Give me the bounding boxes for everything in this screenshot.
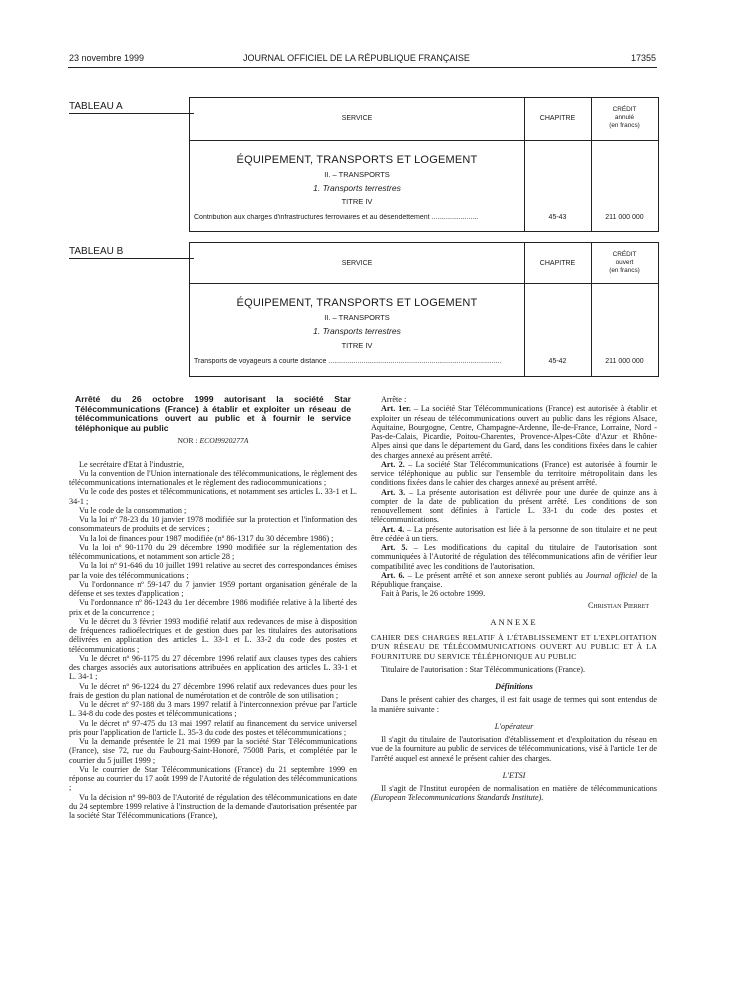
tableau-a-credit-line-2: annulé [614,114,635,121]
definitions-heading: Définitions [495,682,533,691]
tableau-a-label: TABLEAU A [69,101,123,112]
tableau-b-label: TABLEAU B [69,246,124,257]
tableau-b-subsection: 1. Transports terrestres [313,326,401,336]
visa-item: Vu la demande présentée le 21 mai 1999 par la société Star Télécommunications (France), sise 72, rue du Faubourg-Saint-Honoré, 75008 Paris, et complétée par le courrier du 5 juillet 1999 ; [69,737,357,765]
operateur-text: Il s'agit du titulaire de l'autorisation d'établissement et d'exploitation du réseau en vue de la fourniture au public de services de télécommunications, visé à l'article 1er de l'arrêté auquel est annexé le présent cahier des charges. [371,735,657,763]
tableau-a-line-label: Contribution aux charges d'infrastructures ferroviaires et au désendettement ........................ [194,214,479,221]
operateur-heading: L'opérateur [494,721,534,731]
article-2 [371,460,657,488]
tableau-a-chapitre-value: 45-43 [548,214,567,221]
tableau-a-section: II. – TRANSPORTS [324,170,390,179]
tableau-a-credit-value: 211 000 000 [605,214,644,221]
tableau-a-ministry: ÉQUIPEMENT, TRANSPORTS ET LOGEMENT [236,154,478,166]
header-page-number: 17355 [631,53,657,63]
article-label: Art. 5. [381,543,408,552]
article-6-text-b: de la République française. [371,570,657,589]
visas-list [69,469,357,821]
visa-item: Vu la loi nº 78-23 du 10 janvier 1978 modifiée sur la protection et l'information des consommateurs de produits et de services ; [69,515,357,534]
article-6-label: Art. 6. [381,570,405,580]
definitions-intro: Dans le présent cahier des charges, il est fait usage de termes qui sont entendus de la manière suivante : [371,695,657,714]
tableau-b-col-chapitre: CHAPITRE [539,260,576,267]
articles-list [371,404,657,571]
tableau-b-col-service: SERVICE [341,260,373,267]
right-column [371,395,657,803]
header-rule [68,67,657,68]
visa-item: Vu le décret nº 97-188 du 3 mars 1997 relatif à l'interconnexion prévue par l'article L. 34-8 du code des postes et télécommunications ; [69,700,357,719]
arrete-word: Arrête : [381,395,407,404]
tableau-b-ministry: ÉQUIPEMENT, TRANSPORTS ET LOGEMENT [236,297,478,309]
visa-item: Vu la loi nº 90-1170 du 29 décembre 1990 modifiée sur la réglementation des télécommunications, et notamment son article 28 ; [69,542,357,562]
arrete-title: Arrêté du 26 octobre 1999 autorisant la société Star Télécommunications (France) à établir et exploiter un réseau de télécommunications ouvert au public et à fournir le service téléphonique au public [75,394,351,433]
article-6 [371,571,657,590]
etsi-text [371,784,657,803]
visa-item: Vu l'ordonnance nº 59-147 du 7 janvier 1959 portant organisation générale de la défense et ses textes d'application ; [69,579,357,599]
tableau-a [189,97,659,232]
cahier-title: CAHIER DES CHARGES RELATIF À L'ÉTABLISSEMENT ET L'EXPLOITATION D'UN RÉSEAU DE TÉLÉCOMMUNICATIONS OUVERT AU PUBLIC ET À LA FOURNITURE DU SERVICE TÉLÉPHONIQUE AU PUBLIC [371,633,657,661]
tableau-a-credit-line-1: CRÉDIT [612,106,637,113]
tableau-a-titre: TITRE IV [341,197,373,206]
tableau-b-chapitre-value: 45-42 [548,358,567,365]
titulaire-line: Titulaire de l'autorisation : Star Télécommunications (France). [381,664,586,674]
article-label: Art. 4. [381,524,405,534]
article-text: – La présente autorisation est liée à la personne de son titulaire et ne peut être cédée à un tiers. [371,524,657,543]
article-label: Art. 1er. [381,404,411,414]
intro-line: Le secrétaire d'Etat à l'industrie, [79,459,185,469]
visa-item: Vu le décret nº 97-475 du 13 mai 1997 relatif au financement du service universel pris pour l'application de l'article L. 35-3 du code des postes et télécommunications ; [69,718,357,737]
visa-item: Vu la loi nº 91-646 du 10 juillet 1991 relative au secret des correspondances émises par la voie des télécommunications ; [69,561,357,580]
article-label: Art. 2. [381,459,405,469]
tableau-b-line-label: Transports de voyageurs à courte distance ......................................................................................... [194,358,502,365]
article-label: Art. 3. [381,487,406,497]
article-6-text-a: – Le présent arrêté et son annexe seront publiés au [404,570,586,580]
visa-item: Vu le décret du 3 février 1993 modifié relatif aux redevances de mise à disposition de fréquences radioélectriques et de gestion dues par les titulaires des autorisations délivrées en application des articles L. 33-1 et L. 33-2 du code des postes et télécommunications ; [69,616,357,654]
tableau-a-label-rule [69,113,194,114]
visa-item: Vu le code de la consommation ; [79,505,187,515]
visa-item: Vu le code des postes et télécommunications, et notamment ses articles L. 33-1 et L. 34-1 ; [69,487,357,506]
tableau-b-col-credit [591,251,658,275]
signature: Christian Pierret [587,600,649,610]
visa-item: Vu le courrier de Star Télécommunications (France) du 21 septembre 1999 en réponse au courrier du 17 août 1999 de l'Autorité de régulation des télécommunications ; [69,764,357,793]
nor-value: ECOI9920277A [199,436,249,446]
fait-line: Fait à Paris, le 26 octobre 1999. [381,589,486,599]
nor-label: NOR : [177,436,200,446]
left-column [69,395,357,820]
visa-item: Vu le décret nº 96-1175 du 27 décembre 1996 relatif aux clauses types des cahiers des charges associés aux autorisations attribuées en application des articles L. 33-1 et L. 34-1 ; [69,653,357,682]
tableau-a-subsection: 1. Transports terrestres [313,183,401,193]
article-text: – Les modifications du capital du titulaire de l'autorisation sont communiquées à l'Autorité de régulation des télécommunications afin de vérifier leur compatibilité avec les conditions de l'autorisation. [371,543,657,571]
visa-item: Vu la décision nº 99-803 de l'Autorité de régulation des télécommunications en date du 24 septembre 1999 relative à l'instruction de la demande d'autorisation présentée par la société Star Télécommunications (France), [69,792,357,821]
visa-item: Vu le décret nº 96-1224 du 27 décembre 1996 relatif aux redevances dues pour les frais de gestion du plan national de numérotation et de contrôle de son utilisation ; [69,681,357,700]
tableau-a-credit-line-3: (en francs) [609,122,640,129]
visa-item: Vu la loi de finances pour 1987 modifiée (nº 86-1317 du 30 décembre 1986) ; [79,533,334,543]
etsi-text-b: (European Telecommunications Standards Institute). [371,793,544,803]
header-journal-title: JOURNAL OFFICIEL DE LA RÉPUBLIQUE FRANÇAISE [243,53,470,63]
article-text: – La société Star Télécommunications (France) est autorisée à fournir le service téléphonique au public sur l'ensemble du territoire métropolitain dans les conditions fixées dans le cahier des charges annexé au présent arrêté. [371,459,657,488]
article-6-journal: Journal officiel [585,570,638,580]
header-date: 23 novembre 1999 [69,53,145,63]
visa-item: Vu l'ordonnance nº 86-1243 du 1er décembre 1986 modifiée relative à la liberté des prix et de la concurrence ; [69,598,357,617]
tableau-b-credit-line-3: (en francs) [609,267,640,274]
visa-item: Vu la convention de l'Union internationale des télécommunications, le règlement des télécommunications internationales et le règlement des radiocommunications ; [69,468,357,488]
tableau-b-credit-line-2: ouvert [615,259,634,266]
tableau-b-label-rule [69,258,194,259]
article-4 [371,525,657,544]
annexe-heading: ANNEXE [490,616,538,627]
tableau-b-section: II. – TRANSPORTS [324,313,390,322]
article-1 [371,404,657,460]
article-3 [371,488,657,525]
nor-line [69,436,357,445]
tableau-a-col-chapitre: CHAPITRE [539,115,576,122]
tableau-b-credit-value: 211 000 000 [605,358,644,365]
article-text: – La société Star Télécommunications (France) est autorisée à établir et exploiter un réseau de télécommunications ouvert au public dans les régions Alsace, Aquitaine, Bourgogne, Centre, Champagne-Ardenne, Ile-de-France, Lorraine, Nord - Pas-de-Calais, Picardie, Poitou-Charentes, Provence-Alpes-Côte d'Azur et Rhône-Alpes ainsi que dans le département du Gard, dans les conditions fixées dans le cahier des charges annexé au présent arrêté. [371,404,657,460]
tableau-a-col-service: SERVICE [341,115,373,122]
tableau-b [189,242,659,377]
tableau-b-credit-line-1: CRÉDIT [612,251,637,258]
article-5 [371,543,657,571]
tableau-b-titre: TITRE IV [341,341,373,350]
article-text: – La présente autorisation est délivrée pour une durée de quinze ans à compter de la date de publication du présent arrêté. Les conditions de son renouvellement sont définies à l'article L. 33-1 du code des postes et télécommunications. [371,487,657,525]
etsi-text-a: Il s'agit de l'Institut européen de normalisation en matière de télécommunications [381,784,657,793]
etsi-heading: L'ETSI [502,770,526,780]
tableau-a-col-credit [591,106,658,130]
